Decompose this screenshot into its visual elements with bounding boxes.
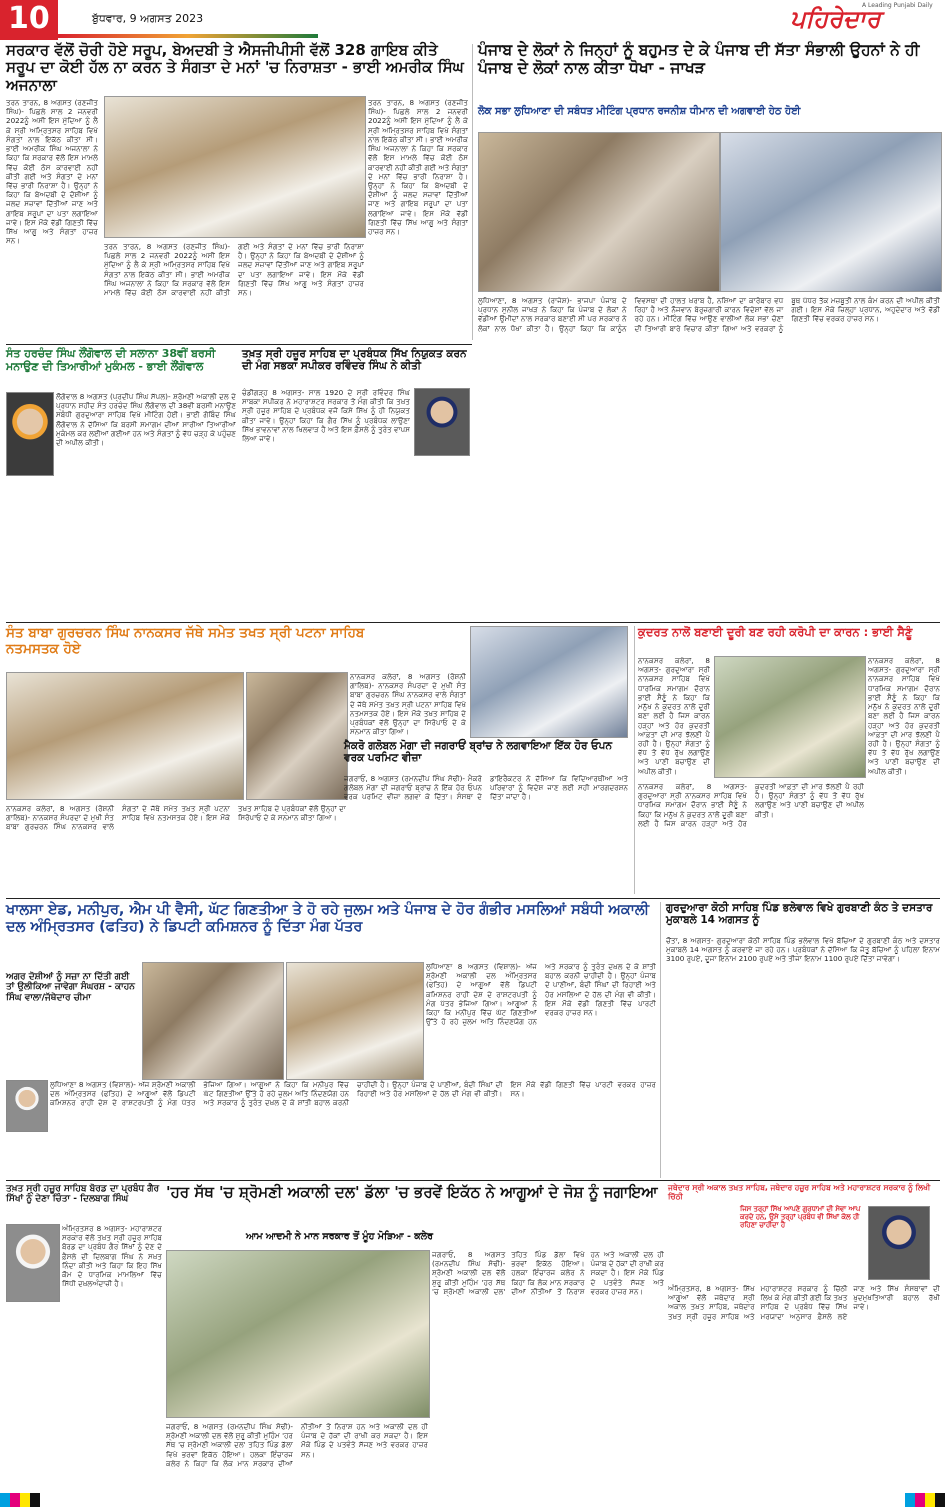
body-bhalewal: ਚੌਂਤਾ, 8 ਅਗਸਤ- ਗੁਰਦੁਆਰਾ ਕੋਠੀ ਸਾਹਿਬ ਪਿੰਡ ਭਲੇਵਾਲ ਵਿਖੇ ਬੱਚਿਆਂ ਦੇ ਗੁਰਬਾਣੀ ਕੰਠ ਅਤੇ ਦਸਤਾਰ ਮੁਕਾਬਲੇ 14 ਅਗਸਤ ਨੂੰ ਕਰਵਾਏ ਜਾ ਰਹੇ ਹਨ। ਪ੍ਰਬੰਧਕਾਂ ਨੇ ਦੱਸਿਆ ਕਿ ਜੇਤੂ ਬੱਚਿਆਂ ਨੂੰ ਪਹਿਲਾ ਇਨਾਮ 3100 ਰੁਪਏ, ਦੂਜਾ ਇਨਾਮ 2100 ਰੁਪਏ ਅਤੇ ਤੀਜਾ ਇਨਾਮ 1100 ਰੁਪਏ ਦਿੱਤਾ ਜਾਵੇਗਾ।: [666, 936, 940, 964]
headline-dalla-rally: 'ਹਰ ਸੱਥ 'ਚ ਸ਼੍ਰੋਮਣੀ ਅਕਾਲੀ ਦਲ' ਡੱਲਾ 'ਚ ਭਰਵੇਂ ਇਕੱਠ ਨੇ ਆਗੂਆਂ ਦੇ ਜੋਸ਼ ਨੂੰ ਜਗਾਇਆ: [166, 1183, 658, 1201]
headline-bhalewal: ਗੁਰਦੁਆਰਾ ਕੋਠੀ ਸਾਹਿਬ ਪਿੰਡ ਭਲੇਵਾਲ ਵਿਖੇ ਗੁਰਬਾਣੀ ਕੰਠ ਤੇ ਦਸਤਾਰ ਮੁਕਾਬਲੇ 14 ਅਗਸਤ ਨੂੰ: [666, 902, 933, 927]
body-letter: ਅੰਮ੍ਰਿਤਸਰ, 8 ਅਗਸਤ- ਸਿੱਖ ਆਗੂਆਂ ਵੱਲੋਂ ਜਥੇਦਾਰ ਸ੍ਰੀ ਅਕਾਲ ਤਖ਼ਤ ਸਾਹਿਬ, ਜਥੇਦਾਰ ਤਖ਼ਤ ਸ੍ਰੀ ਹਜ਼ੂਰ ਸਾਹਿਬ ਅਤੇ ਮਹਾਰਾਸ਼ਟਰ ਸਰਕਾਰ ਨੂੰ ਚਿੱਠੀ ਲਿਖ ਕੇ ਮੰਗ ਕੀਤੀ ਗਈ ਕਿ ਤਖ਼ਤ ਸਾਹਿਬ ਦੇ ਪ੍ਰਬੰਧ ਵਿੱਚ ਸਿੱਖ ਮਰਯਾਦਾ ਅਨੁਸਾਰ ਫ਼ੈਸਲੇ ਲਏ ਜਾਣ ਅਤੇ ਸਿੱਖ ਸੰਸਥਾਵਾਂ ਦੀ ਖ਼ੁਦਮੁਖ਼ਤਿਆਰੀ ਬਹਾਲ ਰੱਖੀ ਜਾਵੇ।: [668, 1284, 940, 1321]
headline-jakhar: ਪੰਜਾਬ ਦੇ ਲੋਕਾਂ ਨੇ ਜਿਨ੍ਹਾਂ ਨੂੰ ਬਹੁਮਤ ਦੇ ਕੇ ਪੰਜਾਬ ਦੀ ਸੱਤਾ ਸੰਭਾਲੀ ਉਹਨਾਂ ਨੇ ਹੀ ਪੰਜਾਬ ਦੇ ਲੋਕਾਂ ਨਾਲ ਕੀਤਾ ਧੋਖਾ - ਜਾਖੜ: [478, 41, 920, 77]
side-headline-memorandum: ਅਗਰ ਦੋਸ਼ੀਆਂ ਨੂੰ ਸਜ਼ਾ ਨਾ ਦਿੱਤੀ ਗਈ ਤਾਂ ਉਲੀਕਿਆ ਜਾਵੇਗਾ ਸੰਘਰਸ਼ - ਕਾਹਨ ਸਿੰਘ ਵਾਲਾ/ਜੱਥੇਦਾਰ ਚੀਮਾ: [6, 972, 135, 1003]
body-hazur-speaker: ਚੰਡੀਗੜ੍ਹ 8 ਅਗਸਤ- ਸਾਲ 1920 ਦੇ ਸ੍ਰੀ ਰਵਿੰਦਰ ਸਿੰਘ ਸਾਬਕਾ ਸਪੀਕਰ ਨੇ ਮਹਾਰਾਸ਼ਟਰ ਸਰਕਾਰ ਤੋਂ ਮੰਗ ਕੀਤੀ ਕਿ ਤਖ਼ਤ ਸ੍ਰੀ ਹਜ਼ੂਰ ਸਾਹਿਬ ਦੇ ਪ੍ਰਬੰਧਕ ਵਜੋਂ ਕਿਸੇ ਸਿੱਖ ਨੂੰ ਹੀ ਨਿਯੁਕਤ ਕੀਤਾ ਜਾਵੇ। ਉਨ੍ਹਾਂ ਕਿਹਾ ਕਿ ਗੈਰ ਸਿੱਖ ਨੂੰ ਪ੍ਰਬੰਧਕ ਲਾਉਣਾ ਸਿੱਖ ਭਾਵਨਾਵਾਂ ਨਾਲ ਖਿਲਵਾੜ ਹੈ ਅਤੇ ਇਸ ਫ਼ੈਸਲੇ ਨੂੰ ਤੁਰੰਤ ਵਾਪਸ ਲਿਆ ਜਾਵੇ।: [242, 388, 410, 444]
body-patna-sahib-2: ਨਾਨਕਸਰ ਕਲੇਰਾਂ, 8 ਅਗਸਤ (ਰੋਸ਼ਨੀ ਗਾਲਿਬ)- ਨਾਨਕਸਰ ਸੰਪਰਦਾ ਦੇ ਮੁਖੀ ਸੰਤ ਬਾਬਾ ਗੁਰਚਰਨ ਸਿੰਘ ਨਾਨਕਸਰ ਵਾਲੇ ਸੰਗਤਾਂ ਦੇ ਜੱਥੇ ਸਮੇਤ ਤਖ਼ਤ ਸ੍ਰੀ ਪਟਨਾ ਸਾਹਿਬ ਵਿਖੇ ਨਤਮਸਤਕ ਹੋਏ। ਇਸ ਮੌਕੇ ਤਖ਼ਤ ਸਾਹਿਬ ਦੇ ਪ੍ਰਬੰਧਕਾਂ ਵੱਲੋਂ ਉਨ੍ਹਾਂ ਦਾ ਸਿਰੋਪਾਓ ਦੇ ਕੇ ਸਨਮਾਨ ਕੀਤਾ ਗਿਆ।: [6, 804, 346, 832]
page-number: 10: [8, 1, 50, 36]
print-registration-magenta: [10, 1493, 20, 1507]
portrait-ravinder-singh: [414, 388, 470, 456]
photo-macro-global-family: [470, 626, 628, 738]
article-longowal: [6, 348, 236, 618]
article-macro-global-text: [328, 740, 628, 890]
masthead-date: ਬੁੱਧਵਾਰ, 9 ਅਗਸਤ 2023: [92, 12, 204, 25]
photo-bhai-sainu: [714, 656, 866, 778]
portrait-memorandum-leader: [6, 1080, 48, 1132]
article-letter: [668, 1184, 940, 1490]
headline-bhai-sainu: ਕੁਦਰਤ ਨਾਲੋਂ ਬਣਾਈ ਦੂਰੀ ਬਣ ਰਹੀ ਕਰੋਪੀ ਦਾ ਕਾਰਨ : ਭਾਈ ਸੈਣੂੰ: [638, 625, 913, 639]
body-bhai-sainu-2: ਨਾਨਕਸਰ ਕਲੇਰਾਂ, 8 ਅਗਸਤ- ਗੁਰਦੁਆਰਾ ਸ੍ਰੀ ਨਾਨਕਸਰ ਸਾਹਿਬ ਵਿਖੇ ਧਾਰਮਿਕ ਸਮਾਗਮ ਦੌਰਾਨ ਭਾਈ ਸੈਣੂੰ ਨੇ ਕਿਹਾ ਕਿ ਮਨੁੱਖ ਨੇ ਕੁਦਰਤ ਨਾਲੋਂ ਦੂਰੀ ਬਣਾ ਲਈ ਹੈ ਜਿਸ ਕਾਰਨ ਹੜ੍ਹਾਂ ਅਤੇ ਹੋਰ ਕੁਦਰਤੀ ਆਫ਼ਤਾਂ ਦੀ ਮਾਰ ਝੱਲਣੀ ਪੈ ਰਹੀ ਹੈ। ਉਨ੍ਹਾਂ ਸੰਗਤਾਂ ਨੂੰ ਵੱਧ ਤੋਂ ਵੱਧ ਰੁੱਖ ਲਗਾਉਣ ਅਤੇ ਪਾਣੀ ਬਚਾਉਣ ਦੀ ਅਪੀਲ ਕੀਤੀ।: [868, 656, 940, 776]
article-bhalewal: [666, 902, 940, 1178]
print-registration-cyan: [0, 1493, 10, 1507]
headline-dilbagh: ਤਖ਼ਤ ਸ੍ਰੀ ਹਜ਼ੂਰ ਸਾਹਿਬ ਬੋਰਡ ਦਾ ਪ੍ਰਬੰਧ ਗੈਰ ਸਿੱਖਾਂ ਨੂੰ ਦੇਣਾ ਚਿੰਤਾ - ਦਿਲਬਾਗ ਸਿੰਘ: [6, 1184, 160, 1205]
print-registration-black: [30, 1493, 40, 1507]
divider-row-2: [6, 622, 940, 623]
photo-memorandum-group: [286, 962, 424, 1080]
article-bhai-sainu: [638, 626, 940, 894]
body-ajnala-3: ਤਰਨ ਤਾਰਨ, 8 ਅਗਸਤ (ਰਣਜੀਤ ਸਿੰਘ)- ਪਿਛਲੇ ਸਾਲ 2 ਜਨਵਰੀ 2022ਨੂੰ ਅਸੀਂ ਇਸ ਮੁੱਦਿਆ ਨੂੰ ਲੈ ਕੇ ਸ੍ਰੀ ਅਮ੍ਰਿਤਸਰ ਸਾਹਿਬ ਵਿਖੇ ਸੰਗਤਾਂ ਨਾਲ ਇਕੱਠ ਕੀਤਾ ਸੀ। ਭਾਈ ਅਮਰੀਕ ਸਿੰਘ ਅਜਨਾਲਾ ਨੇ ਕਿਹਾ ਕਿ ਸਰਕਾਰ ਵੱਲੋਂ ਇਸ ਮਾਮਲੇ ਵਿੱਚ ਕੋਈ ਠੋਸ ਕਾਰਵਾਈ ਨਹੀਂ ਕੀਤੀ ਗਈ ਅਤੇ ਸੰਗਤਾਂ ਦੇ ਮਨਾਂ ਵਿੱਚ ਭਾਰੀ ਨਿਰਾਸ਼ਾ ਹੈ। ਉਨ੍ਹਾਂ ਨੇ ਕਿਹਾ ਕਿ ਬੇਅਦਬੀ ਦੇ ਦੋਸ਼ੀਆਂ ਨੂੰ ਜਲਦ ਸਜ਼ਾਵਾਂ ਦਿੱਤੀਆਂ ਜਾਣ ਅਤੇ ਗਾਇਬ ਸਰੂਪਾਂ ਦਾ ਪਤਾ ਲਗਾਇਆ ਜਾਵੇ। ਇਸ ਮੌਕੇ ਵੱਡੀ ਗਿਣਤੀ ਵਿੱਚ ਸਿੱਖ ਆਗੂ ਅਤੇ ਸੰਗਤਾਂ ਹਾਜ਼ਰ ਸਨ।: [104, 242, 364, 298]
headline-letter: ਜਥੇਦਾਰ ਸ੍ਰੀ ਅਕਾਲ ਤਖ਼ਤ ਸਾਹਿਬ, ਜਥੇਦਾਰ ਹਜ਼ੂਰ ਸਾਹਿਬ ਅਤੇ ਮਹਾਰਾਸ਼ਟਰ ਸਰਕਾਰ ਨੂੰ ਲਿਖੀ ਚਿੱਠੀ: [668, 1183, 931, 1201]
portrait-dilbagh-singh: [6, 1224, 60, 1302]
article-dilbagh: [6, 1184, 162, 1490]
headline-ajnala: ਸਰਕਾਰ ਵੱਲੋਂ ਚੋਰੀ ਹੋਏ ਸਰੂਪ, ਬੇਅਦਬੀ ਤੇ ਐਸਜੀਪੀਸੀ ਵੱਲੋਂ 328 ਗਾਇਬ ਕੀਤੇ ਸਰੂਪ ਦਾ ਕੋਈ ਹੱਲ ਨਾ ਕਰਨ ਤੇ ਸੰਗਤਾ ਦੇ ਮਨਾਂ 'ਚ ਨਿਰਾਸ਼ਤਾ - ਭਾਈ ਅਮਰੀਕ ਸਿੰਘ ਅਜਨਾਲਾ: [6, 41, 464, 94]
article-memorandum-continued: [6, 1080, 656, 1176]
article-jakhar: [478, 42, 940, 642]
body-bhai-sainu-1: ਨਾਨਕਸਰ ਕਲੇਰਾਂ, 8 ਅਗਸਤ- ਗੁਰਦੁਆਰਾ ਸ੍ਰੀ ਨਾਨਕਸਰ ਸਾਹਿਬ ਵਿਖੇ ਧਾਰਮਿਕ ਸਮਾਗਮ ਦੌਰਾਨ ਭਾਈ ਸੈਣੂੰ ਨੇ ਕਿਹਾ ਕਿ ਮਨੁੱਖ ਨੇ ਕੁਦਰਤ ਨਾਲੋਂ ਦੂਰੀ ਬਣਾ ਲਈ ਹੈ ਜਿਸ ਕਾਰਨ ਹੜ੍ਹਾਂ ਅਤੇ ਹੋਰ ਕੁਦਰਤੀ ਆਫ਼ਤਾਂ ਦੀ ਮਾਰ ਝੱਲਣੀ ਪੈ ਰਹੀ ਹੈ। ਉਨ੍ਹਾਂ ਸੰਗਤਾਂ ਨੂੰ ਵੱਧ ਤੋਂ ਵੱਧ ਰੁੱਖ ਲਗਾਉਣ ਅਤੇ ਪਾਣੀ ਬਚਾਉਣ ਦੀ ਅਪੀਲ ਕੀਤੀ।: [638, 656, 710, 776]
divider-bottom-right: [660, 902, 661, 1178]
photo-dalla-rally: [166, 1250, 430, 1418]
divider-row-1: [6, 344, 472, 345]
body-dilbagh: ਅੰਮ੍ਰਿਤਸਰ 8 ਅਗਸਤ- ਮਹਾਰਾਸ਼ਟਰ ਸਰਕਾਰ ਵੱਲੋਂ ਤਖ਼ਤ ਸ੍ਰੀ ਹਜ਼ੂਰ ਸਾਹਿਬ ਬੋਰਡ ਦਾ ਪ੍ਰਬੰਧ ਗੈਰ ਸਿੱਖਾਂ ਨੂੰ ਦੇਣ ਦੇ ਫ਼ੈਸਲੇ ਦੀ ਦਿਲਬਾਗ ਸਿੰਘ ਨੇ ਸਖ਼ਤ ਨਿੰਦਾ ਕੀਤੀ ਅਤੇ ਕਿਹਾ ਕਿ ਇਹ ਸਿੱਖ ਕੌਮ ਦੇ ਧਾਰਮਿਕ ਮਾਮਲਿਆਂ ਵਿੱਚ ਸਿੱਧੀ ਦਖ਼ਲਅੰਦਾਜ਼ੀ ਹੈ।: [62, 1224, 162, 1289]
photo-patna-sahib-group: [6, 672, 244, 800]
masthead-stripe: [58, 34, 318, 38]
photo-jakhar-meeting-2: [720, 132, 942, 292]
print-registration-black-right: [935, 1493, 945, 1507]
paper-tagline: A Leading Punjabi Daily: [862, 2, 933, 9]
subhead-dalla-rally: ਆਮ ਆਦਮੀ ਨੇ ਮਾਨ ਸਰਕਾਰ ਤੋਂ ਮੂੰਹ ਮੋੜਿਆ - ਕਲੇਰ: [246, 1231, 433, 1242]
masthead: [0, 0, 945, 40]
divider-top-center: [472, 44, 473, 340]
headline-patna-sahib: ਸੰਤ ਬਾਬਾ ਗੁਰਚਰਨ ਸਿੰਘ ਨਾਨਕਸਰ ਜੱਥੇ ਸਮੇਤ ਤਖਤ ਸ੍ਰੀ ਪਟਨਾ ਸਾਹਿਬ ਨਤਮਸਤਕ ਹੋਏ: [6, 625, 365, 657]
headline-hazur-speaker: ਤਖ਼ਤ ਸ੍ਰੀ ਹਜ਼ੂਰ ਸਾਹਿਬ ਦਾ ਪ੍ਰਬੰਧਕ ਸਿੱਖ ਨਿਯੁਕਤ ਕਰਨ ਦੀ ਮੰਗ ਸਭਕਾ ਸਪੀਕਰ ਰਵਿੰਦਰ ਸਿੰਘ ਨੇ ਕੀਤੀ: [242, 348, 467, 373]
print-registration-cyan-right: [905, 1493, 915, 1507]
divider-row-3: [6, 898, 940, 899]
body-bhai-sainu-3: ਨਾਨਕਸਰ ਕਲੇਰਾਂ, 8 ਅਗਸਤ- ਗੁਰਦੁਆਰਾ ਸ੍ਰੀ ਨਾਨਕਸਰ ਸਾਹਿਬ ਵਿਖੇ ਧਾਰਮਿਕ ਸਮਾਗਮ ਦੌਰਾਨ ਭਾਈ ਸੈਣੂੰ ਨੇ ਕਿਹਾ ਕਿ ਮਨੁੱਖ ਨੇ ਕੁਦਰਤ ਨਾਲੋਂ ਦੂਰੀ ਬਣਾ ਲਈ ਹੈ ਜਿਸ ਕਾਰਨ ਹੜ੍ਹਾਂ ਅਤੇ ਹੋਰ ਕੁਦਰਤੀ ਆਫ਼ਤਾਂ ਦੀ ਮਾਰ ਝੱਲਣੀ ਪੈ ਰਹੀ ਹੈ। ਉਨ੍ਹਾਂ ਸੰਗਤਾਂ ਨੂੰ ਵੱਧ ਤੋਂ ਵੱਧ ਰੁੱਖ ਲਗਾਉਣ ਅਤੇ ਪਾਣੀ ਬਚਾਉਣ ਦੀ ਅਪੀਲ ਕੀਤੀ।: [638, 782, 864, 828]
body-patna-sahib-1: ਨਾਨਕਸਰ ਕਲੇਰਾਂ, 8 ਅਗਸਤ (ਰੋਸ਼ਨੀ ਗਾਲਿਬ)- ਨਾਨਕਸਰ ਸੰਪਰਦਾ ਦੇ ਮੁਖੀ ਸੰਤ ਬਾਬਾ ਗੁਰਚਰਨ ਸਿੰਘ ਨਾਨਕਸਰ ਵਾਲੇ ਸੰਗਤਾਂ ਦੇ ਜੱਥੇ ਸਮੇਤ ਤਖ਼ਤ ਸ੍ਰੀ ਪਟਨਾ ਸਾਹਿਬ ਵਿਖੇ ਨਤਮਸਤਕ ਹੋਏ। ਇਸ ਮੌਕੇ ਤਖ਼ਤ ਸਾਹਿਬ ਦੇ ਪ੍ਰਬੰਧਕਾਂ ਵੱਲੋਂ ਉਨ੍ਹਾਂ ਦਾ ਸਿਰੋਪਾਓ ਦੇ ਕੇ ਸਨਮਾਨ ਕੀਤਾ ਗਿਆ।: [350, 672, 466, 737]
headline-memorandum: ਖਾਲਸਾ ਏਡ, ਮਨੀਪੁਰ, ਐਮ ਪੀ ਵੈਸੀ, ਘੱਟ ਗਿਣਤੀਆ ਤੇ ਹੋ ਰਹੇ ਜੁਲਮ ਅਤੇ ਪੰਜਾਬ ਦੇ ਹੋਰ ਗੰਭੀਰ ਮਸਲਿਆਂ ਸਬੰਧੀ ਅਕਾਲੀ ਦਲ ਅੰਮ੍ਰਿਤਸਰ (ਫਤਿਹ) ਨੇ ਡਿਪਟੀ ਕਮਿਸ਼ਨਰ ਨੂੰ ਦਿੱਤਾ ਮੰਗ ਪੱਤਰ: [6, 902, 650, 935]
headline-longowal: ਸੰਤ ਹਰਚੰਦ ਸਿੰਘ ਲੌਂਗੋਵਾਲ ਦੀ ਸਲਾਨਾ 38ਵੀਂ ਬਰਸੀ ਮਨਾਉਣ ਦੀ ਤਿਆਰੀਆਂ ਮੁਕੰਮਲ - ਭਾਈ ਲੌਂਗੋਵਾਲ: [6, 347, 216, 373]
quote-letter: ਜਿਸ ਤਰ੍ਹਾਂ ਸਿੱਖ ਆਪਣੇ ਗੁਰਧਾਮਾਂ ਦੀ ਸੇਵਾ ਆਪ ਕਰਦੇ ਹਨ, ਉਸੇ ਤਰ੍ਹਾਂ ਪ੍ਰਬੰਧ ਵੀ ਸਿੱਖਾਂ ਕੋਲ ਹੀ ਰਹਿਣਾ ਚਾਹੀਦਾ ਹੈ: [740, 1205, 861, 1229]
photo-jakhar-meeting-1: [478, 132, 720, 292]
headline-macro-global: ਮੈਕਰੋ ਗਲੋਬਲ ਮੋਗਾ ਦੀ ਜਗਰਾਓਂ ਬ੍ਰਾਂਚ ਨੇ ਲਗਵਾਇਆ ਇੱਕ ਹੋਰ ਓਪਨ ਵਰਕ ਪਰਮਿਟ ਵੀਜ਼ਾ: [344, 740, 613, 765]
article-hazur-speaker: [242, 348, 470, 618]
article-dalla-rally: [166, 1184, 664, 1490]
body-dalla-rally-1: ਜਗਰਾਓਂ, 8 ਅਗਸਤ (ਰਮਨਦੀਪ ਸਿੰਘ ਸੋਢੀ)- ਸ਼੍ਰੋਮਣੀ ਅਕਾਲੀ ਦਲ ਵੱਲੋਂ ਸ਼ੁਰੂ ਕੀਤੀ ਮੁਹਿੰਮ 'ਹਰ ਸੱਥ 'ਚ ਸ਼੍ਰੋਮਣੀ ਅਕਾਲੀ ਦਲ' ਤਹਿਤ ਪਿੰਡ ਡੱਲਾ ਵਿਖੇ ਭਰਵਾਂ ਇਕੱਠ ਹੋਇਆ। ਹਲਕਾ ਇੰਚਾਰਜ ਕਲੇਰ ਨੇ ਕਿਹਾ ਕਿ ਲੋਕ ਮਾਨ ਸਰਕਾਰ ਦੀਆਂ ਨੀਤੀਆਂ ਤੋਂ ਨਿਰਾਸ਼ ਹਨ ਅਤੇ ਅਕਾਲੀ ਦਲ ਹੀ ਪੰਜਾਬ ਦੇ ਹੱਕਾਂ ਦੀ ਰਾਖੀ ਕਰ ਸਕਦਾ ਹੈ। ਇਸ ਮੌਕੇ ਪਿੰਡ ਦੇ ਪਤਵੰਤੇ ਸੱਜਣ ਅਤੇ ਵਰਕਰ ਹਾਜ਼ਰ ਸਨ।: [432, 1250, 664, 1296]
body-ajnala-2: ਤਰਨ ਤਾਰਨ, 8 ਅਗਸਤ (ਰਣਜੀਤ ਸਿੰਘ)- ਪਿਛਲੇ ਸਾਲ 2 ਜਨਵਰੀ 2022ਨੂੰ ਅਸੀਂ ਇਸ ਮੁੱਦਿਆ ਨੂੰ ਲੈ ਕੇ ਸ੍ਰੀ ਅਮ੍ਰਿਤਸਰ ਸਾਹਿਬ ਵਿਖੇ ਸੰਗਤਾਂ ਨਾਲ ਇਕੱਠ ਕੀਤਾ ਸੀ। ਭਾਈ ਅਮਰੀਕ ਸਿੰਘ ਅਜਨਾਲਾ ਨੇ ਕਿਹਾ ਕਿ ਸਰਕਾਰ ਵੱਲੋਂ ਇਸ ਮਾਮਲੇ ਵਿੱਚ ਕੋਈ ਠੋਸ ਕਾਰਵਾਈ ਨਹੀਂ ਕੀਤੀ ਗਈ ਅਤੇ ਸੰਗਤਾਂ ਦੇ ਮਨਾਂ ਵਿੱਚ ਭਾਰੀ ਨਿਰਾਸ਼ਾ ਹੈ। ਉਨ੍ਹਾਂ ਨੇ ਕਿਹਾ ਕਿ ਬੇਅਦਬੀ ਦੇ ਦੋਸ਼ੀਆਂ ਨੂੰ ਜਲਦ ਸਜ਼ਾਵਾਂ ਦਿੱਤੀਆਂ ਜਾਣ ਅਤੇ ਗਾਇਬ ਸਰੂਪਾਂ ਦਾ ਪਤਾ ਲਗਾਇਆ ਜਾਵੇ। ਇਸ ਮੌਕੇ ਵੱਡੀ ਗਿਣਤੀ ਵਿੱਚ ਸਿੱਖ ਆਗੂ ਅਤੇ ਸੰਗਤਾਂ ਹਾਜ਼ਰ ਸਨ।: [368, 98, 468, 237]
print-registration-magenta-right: [915, 1493, 925, 1507]
body-memorandum-continued: ਲੁਧਿਆਣਾ 8 ਅਗਸਤ (ਵਿਸ਼ਾਲ)- ਅੱਜ ਸ਼੍ਰੋਮਣੀ ਅਕਾਲੀ ਦਲ ਅੰਮ੍ਰਿਤਸਰ (ਫਤਿਹ) ਦੇ ਆਗੂਆਂ ਵੱਲੋਂ ਡਿਪਟੀ ਕਮਿਸ਼ਨਰ ਰਾਹੀਂ ਦੇਸ਼ ਦੇ ਰਾਸ਼ਟਰਪਤੀ ਨੂੰ ਮੰਗ ਪੱਤਰ ਭੇਜਿਆ ਗਿਆ। ਆਗੂਆਂ ਨੇ ਕਿਹਾ ਕਿ ਮਨੀਪੁਰ ਵਿੱਚ ਘੱਟ ਗਿਣਤੀਆਂ ਉੱਤੇ ਹੋ ਰਹੇ ਜ਼ੁਲਮ ਅਤਿ ਨਿੰਦਣਯੋਗ ਹਨ ਅਤੇ ਸਰਕਾਰ ਨੂੰ ਤੁਰੰਤ ਦਖ਼ਲ ਦੇ ਕੇ ਸ਼ਾਂਤੀ ਬਹਾਲ ਕਰਨੀ ਚਾਹੀਦੀ ਹੈ। ਉਨ੍ਹਾਂ ਪੰਜਾਬ ਦੇ ਪਾਣੀਆਂ, ਬੰਦੀ ਸਿੰਘਾਂ ਦੀ ਰਿਹਾਈ ਅਤੇ ਹੋਰ ਮਸਲਿਆਂ ਦੇ ਹੱਲ ਦੀ ਮੰਗ ਵੀ ਕੀਤੀ। ਇਸ ਮੌਕੇ ਵੱਡੀ ਗਿਣਤੀ ਵਿੱਚ ਪਾਰਟੀ ਵਰਕਰ ਹਾਜ਼ਰ ਸਨ।: [50, 1080, 656, 1108]
article-ajnala: [6, 42, 468, 342]
photo-memorandum-protest: [142, 962, 284, 1080]
paper-name-logo: ਪਹਿਰੇਦਾਰ: [790, 5, 881, 33]
divider-mid-right: [634, 626, 635, 894]
portrait-letter-writer: [868, 1206, 930, 1280]
body-dalla-rally-2: ਜਗਰਾਓਂ, 8 ਅਗਸਤ (ਰਮਨਦੀਪ ਸਿੰਘ ਸੋਢੀ)- ਸ਼੍ਰੋਮਣੀ ਅਕਾਲੀ ਦਲ ਵੱਲੋਂ ਸ਼ੁਰੂ ਕੀਤੀ ਮੁਹਿੰਮ 'ਹਰ ਸੱਥ 'ਚ ਸ਼੍ਰੋਮਣੀ ਅਕਾਲੀ ਦਲ' ਤਹਿਤ ਪਿੰਡ ਡੱਲਾ ਵਿਖੇ ਭਰਵਾਂ ਇਕੱਠ ਹੋਇਆ। ਹਲਕਾ ਇੰਚਾਰਜ ਕਲੇਰ ਨੇ ਕਿਹਾ ਕਿ ਲੋਕ ਮਾਨ ਸਰਕਾਰ ਦੀਆਂ ਨੀਤੀਆਂ ਤੋਂ ਨਿਰਾਸ਼ ਹਨ ਅਤੇ ਅਕਾਲੀ ਦਲ ਹੀ ਪੰਜਾਬ ਦੇ ਹੱਕਾਂ ਦੀ ਰਾਖੀ ਕਰ ਸਕਦਾ ਹੈ। ਇਸ ਮੌਕੇ ਪਿੰਡ ਦੇ ਪਤਵੰਤੇ ਸੱਜਣ ਅਤੇ ਵਰਕਰ ਹਾਜ਼ਰ ਸਨ।: [166, 1422, 428, 1468]
print-registration-yellow-right: [925, 1493, 935, 1507]
body-macro-global: ਜਗਰਾਓਂ, 8 ਅਗਸਤ (ਰਮਨਦੀਪ ਸਿੰਘ ਸੋਢੀ)- ਮੈਕਰੋ ਗਲੋਬਲ ਮੋਗਾ ਦੀ ਜਗਰਾਓਂ ਬ੍ਰਾਂਚ ਨੇ ਇੱਕ ਹੋਰ ਓਪਨ ਵਰਕ ਪਰਮਿਟ ਵੀਜ਼ਾ ਲਗਵਾ ਕੇ ਦਿੱਤਾ। ਸੰਸਥਾ ਦੇ ਡਾਇਰੈਕਟਰ ਨੇ ਦੱਸਿਆ ਕਿ ਵਿਦਿਆਰਥੀਆਂ ਅਤੇ ਪਰਿਵਾਰਾਂ ਨੂੰ ਵਿਦੇਸ਼ ਜਾਣ ਲਈ ਸਹੀ ਮਾਰਗਦਰਸ਼ਨ ਦਿੱਤਾ ਜਾਂਦਾ ਹੈ।: [344, 774, 628, 802]
body-ajnala-1: ਤਰਨ ਤਾਰਨ, 8 ਅਗਸਤ (ਰਣਜੀਤ ਸਿੰਘ)- ਪਿਛਲੇ ਸਾਲ 2 ਜਨਵਰੀ 2022ਨੂੰ ਅਸੀਂ ਇਸ ਮੁੱਦਿਆ ਨੂੰ ਲੈ ਕੇ ਸ੍ਰੀ ਅਮ੍ਰਿਤਸਰ ਸਾਹਿਬ ਵਿਖੇ ਸੰਗਤਾਂ ਨਾਲ ਇਕੱਠ ਕੀਤਾ ਸੀ। ਭਾਈ ਅਮਰੀਕ ਸਿੰਘ ਅਜਨਾਲਾ ਨੇ ਕਿਹਾ ਕਿ ਸਰਕਾਰ ਵੱਲੋਂ ਇਸ ਮਾਮਲੇ ਵਿੱਚ ਕੋਈ ਠੋਸ ਕਾਰਵਾਈ ਨਹੀਂ ਕੀਤੀ ਗਈ ਅਤੇ ਸੰਗਤਾਂ ਦੇ ਮਨਾਂ ਵਿੱਚ ਭਾਰੀ ਨਿਰਾਸ਼ਾ ਹੈ। ਉਨ੍ਹਾਂ ਨੇ ਕਿਹਾ ਕਿ ਬੇਅਦਬੀ ਦੇ ਦੋਸ਼ੀਆਂ ਨੂੰ ਜਲਦ ਸਜ਼ਾਵਾਂ ਦਿੱਤੀਆਂ ਜਾਣ ਅਤੇ ਗਾਇਬ ਸਰੂਪਾਂ ਦਾ ਪਤਾ ਲਗਾਇਆ ਜਾਵੇ। ਇਸ ਮੌਕੇ ਵੱਡੀ ਗਿਣਤੀ ਵਿੱਚ ਸਿੱਖ ਆਗੂ ਅਤੇ ਸੰਗਤਾਂ ਹਾਜ਼ਰ ਸਨ।: [6, 98, 98, 246]
body-longowal: ਲੌਂਗੋਵਾਲ 8 ਅਗਸਤ (ਪ੍ਰਦੀਪ ਸਿੰਘ ਸੱਪਲ)- ਸ਼੍ਰੋਮਣੀ ਅਕਾਲੀ ਦਲ ਦੇ ਪ੍ਰਧਾਨ ਸ਼ਹੀਦ ਸੰਤ ਹਰਚੰਦ ਸਿੰਘ ਲੌਂਗੋਵਾਲ ਦੀ 38ਵੀਂ ਬਰਸੀ ਮਨਾਉਣ ਸਬੰਧੀ ਗੁਰਦੁਆਰਾ ਸਾਹਿਬ ਵਿਖੇ ਮੀਟਿੰਗ ਹੋਈ। ਭਾਈ ਗੋਬਿੰਦ ਸਿੰਘ ਲੌਂਗੋਵਾਲ ਨੇ ਦੱਸਿਆ ਕਿ ਬਰਸੀ ਸਮਾਗਮ ਦੀਆਂ ਸਾਰੀਆਂ ਤਿਆਰੀਆਂ ਮੁਕੰਮਲ ਕਰ ਲਈਆਂ ਗਈਆਂ ਹਨ ਅਤੇ ਸੰਗਤਾਂ ਨੂੰ ਵੱਧ ਚੜ੍ਹ ਕੇ ਪਹੁੰਚਣ ਦੀ ਅਪੀਲ ਕੀਤੀ।: [56, 392, 236, 448]
body-memorandum: ਲੁਧਿਆਣਾ 8 ਅਗਸਤ (ਵਿਸ਼ਾਲ)- ਅੱਜ ਸ਼੍ਰੋਮਣੀ ਅਕਾਲੀ ਦਲ ਅੰਮ੍ਰਿਤਸਰ (ਫਤਿਹ) ਦੇ ਆਗੂਆਂ ਵੱਲੋਂ ਡਿਪਟੀ ਕਮਿਸ਼ਨਰ ਰਾਹੀਂ ਦੇਸ਼ ਦੇ ਰਾਸ਼ਟਰਪਤੀ ਨੂੰ ਮੰਗ ਪੱਤਰ ਭੇਜਿਆ ਗਿਆ। ਆਗੂਆਂ ਨੇ ਕਿਹਾ ਕਿ ਮਨੀਪੁਰ ਵਿੱਚ ਘੱਟ ਗਿਣਤੀਆਂ ਉੱਤੇ ਹੋ ਰਹੇ ਜ਼ੁਲਮ ਅਤਿ ਨਿੰਦਣਯੋਗ ਹਨ ਅਤੇ ਸਰਕਾਰ ਨੂੰ ਤੁਰੰਤ ਦਖ਼ਲ ਦੇ ਕੇ ਸ਼ਾਂਤੀ ਬਹਾਲ ਕਰਨੀ ਚਾਹੀਦੀ ਹੈ। ਉਨ੍ਹਾਂ ਪੰਜਾਬ ਦੇ ਪਾਣੀਆਂ, ਬੰਦੀ ਸਿੰਘਾਂ ਦੀ ਰਿਹਾਈ ਅਤੇ ਹੋਰ ਮਸਲਿਆਂ ਦੇ ਹੱਲ ਦੀ ਮੰਗ ਵੀ ਕੀਤੀ। ਇਸ ਮੌਕੇ ਵੱਡੀ ਗਿਣਤੀ ਵਿੱਚ ਪਾਰਟੀ ਵਰਕਰ ਹਾਜ਼ਰ ਸਨ।: [426, 962, 656, 1027]
portrait-longowal: [6, 392, 54, 476]
photo-ajnala-press-conference: [104, 96, 366, 238]
body-jakhar: ਲੁਧਿਆਣਾ, 8 ਅਗਸਤ (ਰਾਜੇਸ਼)- ਭਾਜਪਾ ਪੰਜਾਬ ਦੇ ਪ੍ਰਧਾਨ ਸੁਨੀਲ ਜਾਖੜ ਨੇ ਕਿਹਾ ਕਿ ਪੰਜਾਬ ਦੇ ਲੋਕਾਂ ਨੇ ਵੱਡੀਆਂ ਉਮੀਦਾਂ ਨਾਲ ਸਰਕਾਰ ਬਣਾਈ ਸੀ ਪਰ ਸਰਕਾਰ ਨੇ ਲੋਕਾਂ ਨਾਲ ਧੋਖਾ ਕੀਤਾ ਹੈ। ਉਨ੍ਹਾਂ ਕਿਹਾ ਕਿ ਕਾਨੂੰਨ ਵਿਵਸਥਾ ਦੀ ਹਾਲਤ ਖ਼ਰਾਬ ਹੈ, ਨਸ਼ਿਆਂ ਦਾ ਕਾਰੋਬਾਰ ਵਧ ਰਿਹਾ ਹੈ ਅਤੇ ਨੌਜਵਾਨ ਬੇਰੁਜ਼ਗਾਰੀ ਕਾਰਨ ਵਿਦੇਸ਼ਾਂ ਵੱਲ ਜਾ ਰਹੇ ਹਨ। ਮੀਟਿੰਗ ਵਿੱਚ ਆਉਣ ਵਾਲੀਆਂ ਲੋਕ ਸਭਾ ਚੋਣਾਂ ਦੀ ਤਿਆਰੀ ਬਾਰੇ ਵਿਚਾਰ ਕੀਤਾ ਗਿਆ ਅਤੇ ਵਰਕਰਾਂ ਨੂੰ ਬੂਥ ਪੱਧਰ ਤੱਕ ਮਜ਼ਬੂਤੀ ਨਾਲ ਕੰਮ ਕਰਨ ਦੀ ਅਪੀਲ ਕੀਤੀ ਗਈ। ਇਸ ਮੌਕੇ ਜ਼ਿਲ੍ਹਾ ਪ੍ਰਧਾਨ, ਅਹੁਦੇਦਾਰ ਅਤੇ ਵੱਡੀ ਗਿਣਤੀ ਵਿੱਚ ਵਰਕਰ ਹਾਜ਼ਰ ਸਨ।: [478, 296, 940, 333]
divider-row-4: [6, 1180, 940, 1181]
print-registration-yellow: [20, 1493, 30, 1507]
article-memorandum: [6, 902, 656, 1078]
subhead-jakhar: ਲੋਕ ਸਭਾ ਲੁਧਿਆਣਾ ਦੀ ਸਬੰਧਤ ਮੀਟਿੰਗ ਪ੍ਰਧਾਨ ਰਜਨੀਸ਼ ਧੀਮਾਨ ਦੀ ਅਗਵਾਈ ਹੇਠ ਹੋਈ: [478, 106, 801, 117]
